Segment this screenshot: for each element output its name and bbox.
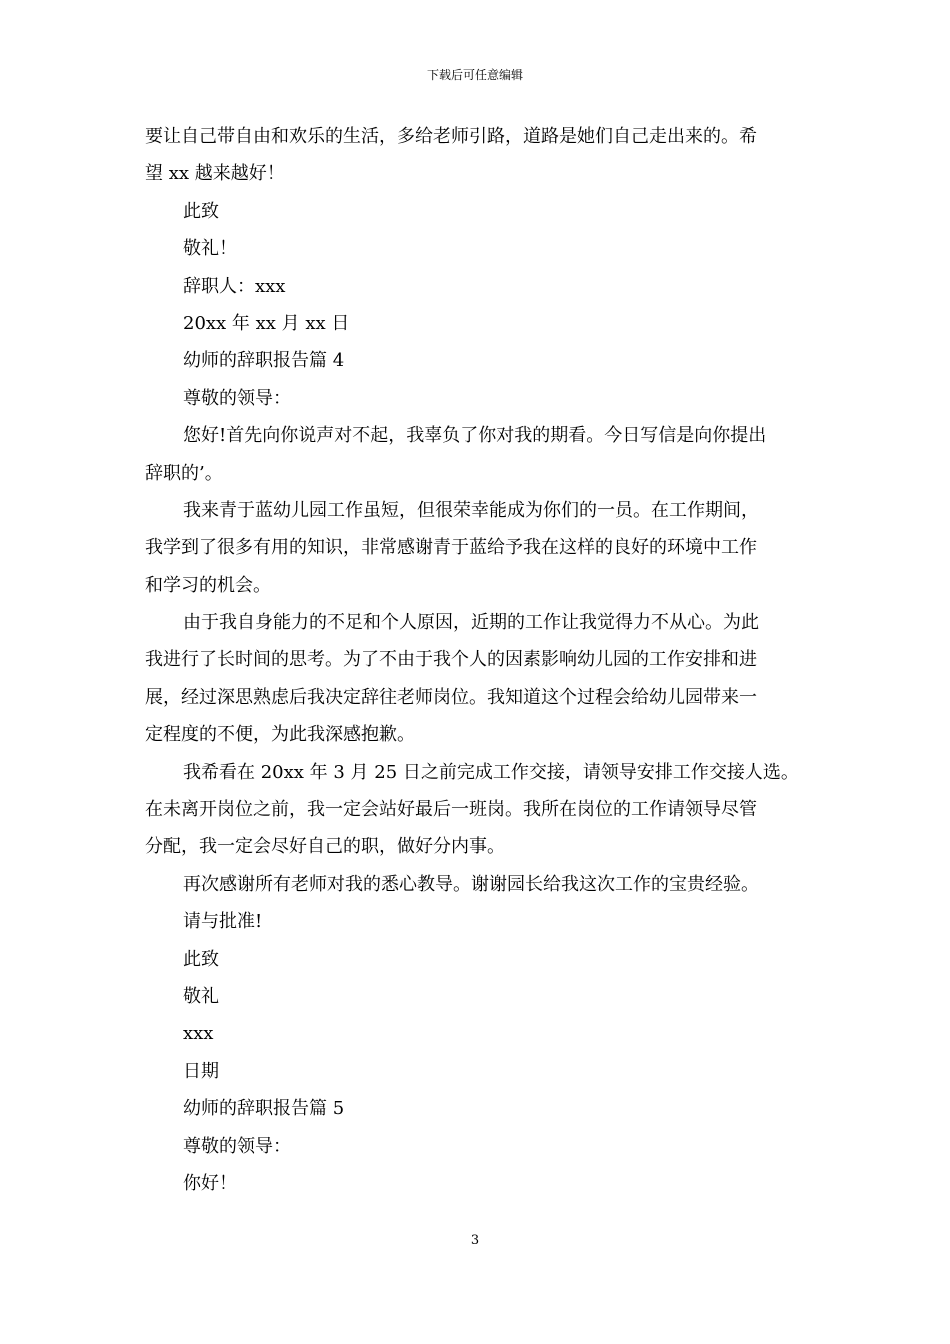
page-number: 3 <box>470 1233 480 1248</box>
section-title: 幼师的辞职报告篇 4 <box>183 350 345 372</box>
date-line: 日期 <box>183 1060 219 1082</box>
paragraph-line: 在未离开岗位之前，我一定会站好最后一班岗。我所在岗位的工作请领导尽管 <box>145 799 757 821</box>
signature-line: 辞职人：xxx <box>183 275 286 297</box>
greeting-line: 尊敬的领导： <box>183 1135 291 1157</box>
paragraph-line: 再次感谢所有老师对我的悉心教导。谢谢园长给我这次工作的宝贵经验。 <box>183 873 759 895</box>
paragraph-line: 我进行了长时间的思考。为了不由于我个人的因素影响幼儿园的工作安排和进 <box>145 649 757 671</box>
section-title: 幼师的辞职报告篇 5 <box>183 1098 345 1120</box>
closing-regards: 敬礼 <box>183 985 219 1007</box>
closing-regards: 敬礼！ <box>183 238 237 260</box>
greeting-line: 尊敬的领导： <box>183 387 291 409</box>
paragraph-line: 要让自己带自由和欢乐的生活，多给老师引路，道路是她们自己走出来的。希 <box>145 126 757 147</box>
paragraph-line: 望 xx 越来越好！ <box>145 163 285 185</box>
greeting-line: 你好！ <box>183 1172 237 1194</box>
paragraph-line: 我来青于蓝幼儿园工作虽短，但很荣幸能成为你们的一员。在工作期间， <box>183 499 759 521</box>
document-body <box>145 118 807 1202</box>
closing-salutation: 此致 <box>183 200 219 222</box>
paragraph-line: 分配，我一定会尽好自己的职，做好分内事。 <box>145 836 505 858</box>
date-line: 20xx 年 xx 月 xx 日 <box>183 312 350 334</box>
page-header: 下载后可任意编辑 <box>426 68 523 82</box>
paragraph-line: 展，经过深思熟虑后我决定辞往老师岗位。我知道这个过程会给幼儿园带来一 <box>145 686 757 708</box>
request-line: 请与批准! <box>183 911 263 933</box>
paragraph-line: 我希看在 20xx 年 3 月 25 日之前完成工作交接，请领导安排工作交接人选。 <box>183 761 799 783</box>
paragraph-line: 您好!首先向你说声对不起，我辜负了你对我的期看。今日写信是向你提出 <box>183 425 767 447</box>
closing-salutation: 此致 <box>183 948 219 970</box>
paragraph-line: 辞职的’。 <box>145 462 223 484</box>
paragraph-line: 定程度的不便，为此我深感抱歉。 <box>145 724 415 746</box>
paragraph-line: 我学到了很多有用的知识，非常感谢青于蓝给予我在这样的良好的环境中工作 <box>145 537 757 559</box>
signature-line: xxx <box>183 1023 214 1045</box>
paragraph-line: 由于我自身能力的不足和个人原因，近期的工作让我觉得力不从心。为此 <box>183 612 759 634</box>
paragraph-line: 和学习的机会。 <box>145 574 271 596</box>
